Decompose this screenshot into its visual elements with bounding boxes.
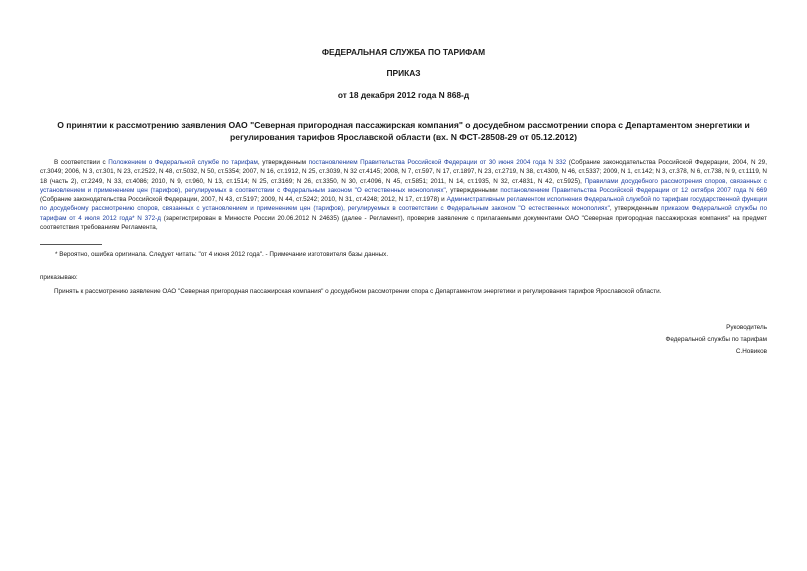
- preamble-text: , утвержденными: [445, 186, 501, 194]
- signature-name: С.Новиков: [735, 348, 767, 355]
- decision-item: Принять к рассмотрению заявление ОАО "Северная пригородная пассажирская компания" о досудебном рассмотрении спора с Департаментом энергетики и регулирования тарифов Ярославской области.: [54, 288, 662, 295]
- preamble-text: , утвержденным: [257, 159, 309, 166]
- document-date: от 18 декабря 2012 года N 868-д: [337, 90, 470, 100]
- preamble-paragraph: [40, 158, 767, 232]
- agency-name: ФЕДЕРАЛЬНАЯ СЛУЖБА ПО ТАРИФАМ: [321, 47, 486, 57]
- link-dispute-rules[interactable]: Правилами досудебного рассмотрения споров, связанных с установлением и применением цен (тарифов), регулируемых в соответствии с Федеральным законом "О естественных монополиях": [40, 177, 767, 194]
- preamble-text: (Собрание законодательства Российской Федерации, 2007, N 43, ст.5197; 2009, N 44, ст.5242; 2010, N 31, ст.4248; 2012, N 17, ст.1978) и: [40, 196, 447, 204]
- footnote: * Вероятно, ошибка оригинала. Следует читать: "от 4 июня 2012 года". - Примечание изготовителя базы данных.: [55, 251, 389, 258]
- link-fst-regulation[interactable]: Положением о Федеральной службе по тарифам: [108, 159, 258, 166]
- preamble-text: , утвержденным: [609, 205, 662, 213]
- link-fst-order-372[interactable]: приказом Федеральной службы по тарифам от 4 июля 2012 года* N 372-д: [40, 205, 768, 222]
- link-government-decree-332[interactable]: постановлением Правительства Российской Федерации от 30 июня 2004 года N 332: [308, 159, 567, 166]
- preamble-text: В соответствии с: [54, 159, 109, 166]
- link-administrative-regulation[interactable]: Административным регламентом исполнения Федеральной службой по тарифам государственной функции по досудебному рассмотрению споров, связанных с установлением и применением цен (тарифов), регулируемых в соответствии с Федеральным законом "О естественных монополиях": [40, 196, 768, 213]
- document-type: ПРИКАЗ: [386, 68, 421, 78]
- signature-organization: Федеральной службы по тарифам: [665, 336, 767, 343]
- preamble-text: (зарегистрирован в Минюсте России 20.06.2012 N 24635) (далее - Регламент), проверив заявление с прилагаемыми документами ОАО "Северная пригородная пассажирская компания" на предмет соответствия требованиям Регламента,: [40, 214, 767, 232]
- preamble-text: (Собрание законодательства Российской Федерации, 2004, N 29, ст.3049; 2006, N 3, ст.301, N 23, ст.2522, N 48, ст.5032, N 50, ст.5354; 2007, N 16, ст.1912, N 25, ст.3039, N 32 ст.4145; 2008, N 7, ст.597, N 17, ст.1897, N 23, ст.2719, N 38, ст.4309, N 46, ст.5337; 2009, N 1, ст.142; N 3, ст.378, N 6, ст.738, N 9, ст.1119, N 18 (часть 2), ст.2249, N 33, ст.4086; 2010, N 9, ст.960, N 13, ст.1514; N 25, ст.3169; N 26, ст.3350, N 30, ст.4096, N 45, ст.5851; 2011, N 14, ст.1935, N 32, ст.4831, N 42, ст.5925),: [40, 159, 767, 185]
- orders-label: приказываю:: [40, 274, 78, 281]
- document-title: О принятии к рассмотрению заявления ОАО "Северная пригородная пассажирская компания" о досудебном рассмотрении спора с Департаментом энергетики и регулирования тарифов Ярославской области (вх. N ФСТ-28508-29 от 05.12.2012): [57, 120, 750, 142]
- footnote-divider: [40, 244, 102, 245]
- signature-position: Руководитель: [726, 324, 767, 331]
- link-government-decree-669[interactable]: постановлением Правительства Российской Федерации от 12 октября 2007 года N 669: [500, 186, 767, 194]
